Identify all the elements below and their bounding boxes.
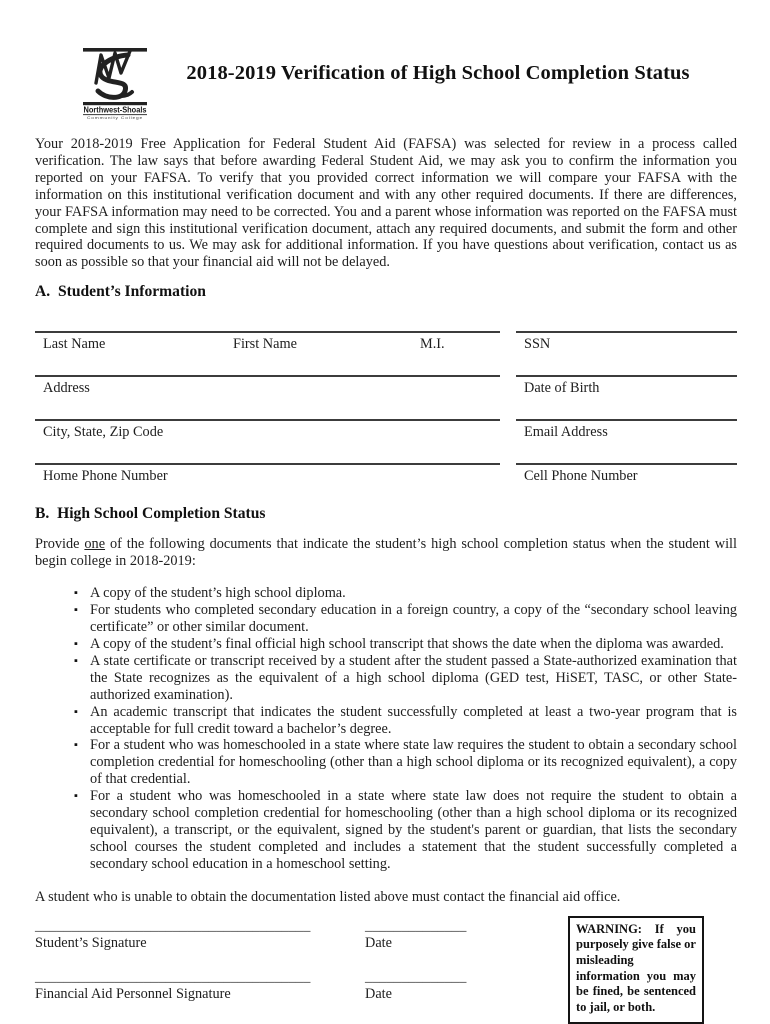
city-state-zip-label: City, State, Zip Code <box>43 424 164 441</box>
financial-aid-signature-line[interactable]: ______________________________________ <box>35 968 311 985</box>
intro-paragraph: Your 2018-2019 Free Application for Federal Student Aid (FAFSA) was selected for review in a process called verification. The law says that before awarding Federal Student Aid, we may ask you to confirm the information you reported on your FAFSA. To verify that you provided correct information we will compare your FAFSA with the information on this institutional verification document and with any other required documents. If there are differences, your FAFSA information may need to be corrected. You and a parent whose information was reported on the FAFSA must complete and sign this institutional verification document, attach any required documents, and submit the form and other required documents to us. We may ask for additional information. If you have questions about verification, contact us as soon as possible so that your financial aid will not be delayed. <box>35 136 737 271</box>
financial-aid-date-line[interactable]: ______________ <box>365 968 467 985</box>
provide-text-underlined: one <box>84 536 106 553</box>
name-fields-input-area[interactable] <box>35 331 500 375</box>
provide-instruction <box>35 536 737 570</box>
section-a-heading: A. Student’s Information <box>35 283 206 301</box>
provide-text-before: Provide <box>35 536 85 553</box>
unable-to-obtain-note: A student who is unable to obtain the documentation listed above must contact the financial aid office. <box>35 888 621 905</box>
document-header <box>35 0 737 120</box>
list-item: ▪ An academic transcript that indicates the student successfully completed at least a two-year program that is acceptable for full credit toward a bachelor’s degree. <box>90 704 737 738</box>
list-item: ▪ For students who completed secondary education in a foreign country, a copy of the “secondary school leaving certificate” or other similar document. <box>90 602 737 636</box>
section-b-heading: B. High School Completion Status <box>35 505 266 523</box>
date-of-birth-input-area[interactable] <box>516 375 737 419</box>
middle-initial-label: M.I. <box>420 336 445 353</box>
city-state-zip-input-area[interactable] <box>35 419 500 463</box>
list-item: ▪ A copy of the student’s high school diploma. <box>90 585 737 602</box>
home-phone-label: Home Phone Number <box>43 468 168 485</box>
student-date-line[interactable]: ______________ <box>365 917 467 934</box>
provide-text-after: of the following documents that indicate the student’s high school completion status when the student will begin college in 2018-2019: <box>35 536 737 570</box>
list-item: ▪ For a student who was homeschooled in a state where state law requires the student to obtain a secondary school completion credential for homeschooling (other than a high school diploma or its recognized equivalent), a copy of that credential. <box>90 737 737 788</box>
college-tagline: Community College <box>87 115 144 120</box>
last-name-label: Last Name <box>43 336 106 353</box>
email-input-area[interactable] <box>516 419 737 463</box>
home-phone-input-area[interactable] <box>35 463 500 493</box>
address-input-area[interactable] <box>35 375 500 419</box>
first-name-label: First Name <box>233 336 297 353</box>
ssn-label: SSN <box>524 336 551 353</box>
document-title: 2018-2019 Verification of High School Completion Status <box>186 62 690 84</box>
student-info-form <box>35 331 737 493</box>
warning-box: WARNING: If you purposely give false or misleading information you may be fined, be sentenced to jail, or both. <box>568 916 704 1024</box>
student-signature-line[interactable]: ______________________________________ <box>35 917 311 934</box>
college-name: Northwest-Shoals <box>83 104 147 115</box>
student-signature-label: Student’s Signature <box>35 934 147 951</box>
cell-phone-input-area[interactable] <box>516 463 737 493</box>
date-of-birth-label: Date of Birth <box>524 380 600 397</box>
list-item: ▪ For a student who was homeschooled in a state where state law does not require the student to obtain a secondary school completion credential for homeschooling (other than a high school diploma or its recognized equivalent), a transcript, or the equivalent, signed by the student's parent or guardian, that lists the secondary school courses the student completed and includes a statement that the student successfully completed a secondary school education in a homeschool setting. <box>90 788 737 873</box>
address-label: Address <box>43 380 90 397</box>
date-label: Date <box>365 934 392 951</box>
signature-section <box>35 918 737 1024</box>
ssn-input-area[interactable] <box>516 331 737 375</box>
list-item: ▪ A state certificate or transcript received by a student after the student passed a State-authorized examination that the State recognizes as the equivalent of a high school diploma (GED test, HiSET, TASC, or other State-authorized examination). <box>90 653 737 704</box>
email-label: Email Address <box>524 424 608 441</box>
document-options-list <box>90 585 737 872</box>
date-label: Date <box>365 985 392 1002</box>
financial-aid-signature-label: Financial Aid Personnel Signature <box>35 985 231 1002</box>
cell-phone-label: Cell Phone Number <box>524 468 638 485</box>
list-item: ▪ A copy of the student’s final official high school transcript that shows the date when the diploma was awarded. <box>90 636 737 653</box>
